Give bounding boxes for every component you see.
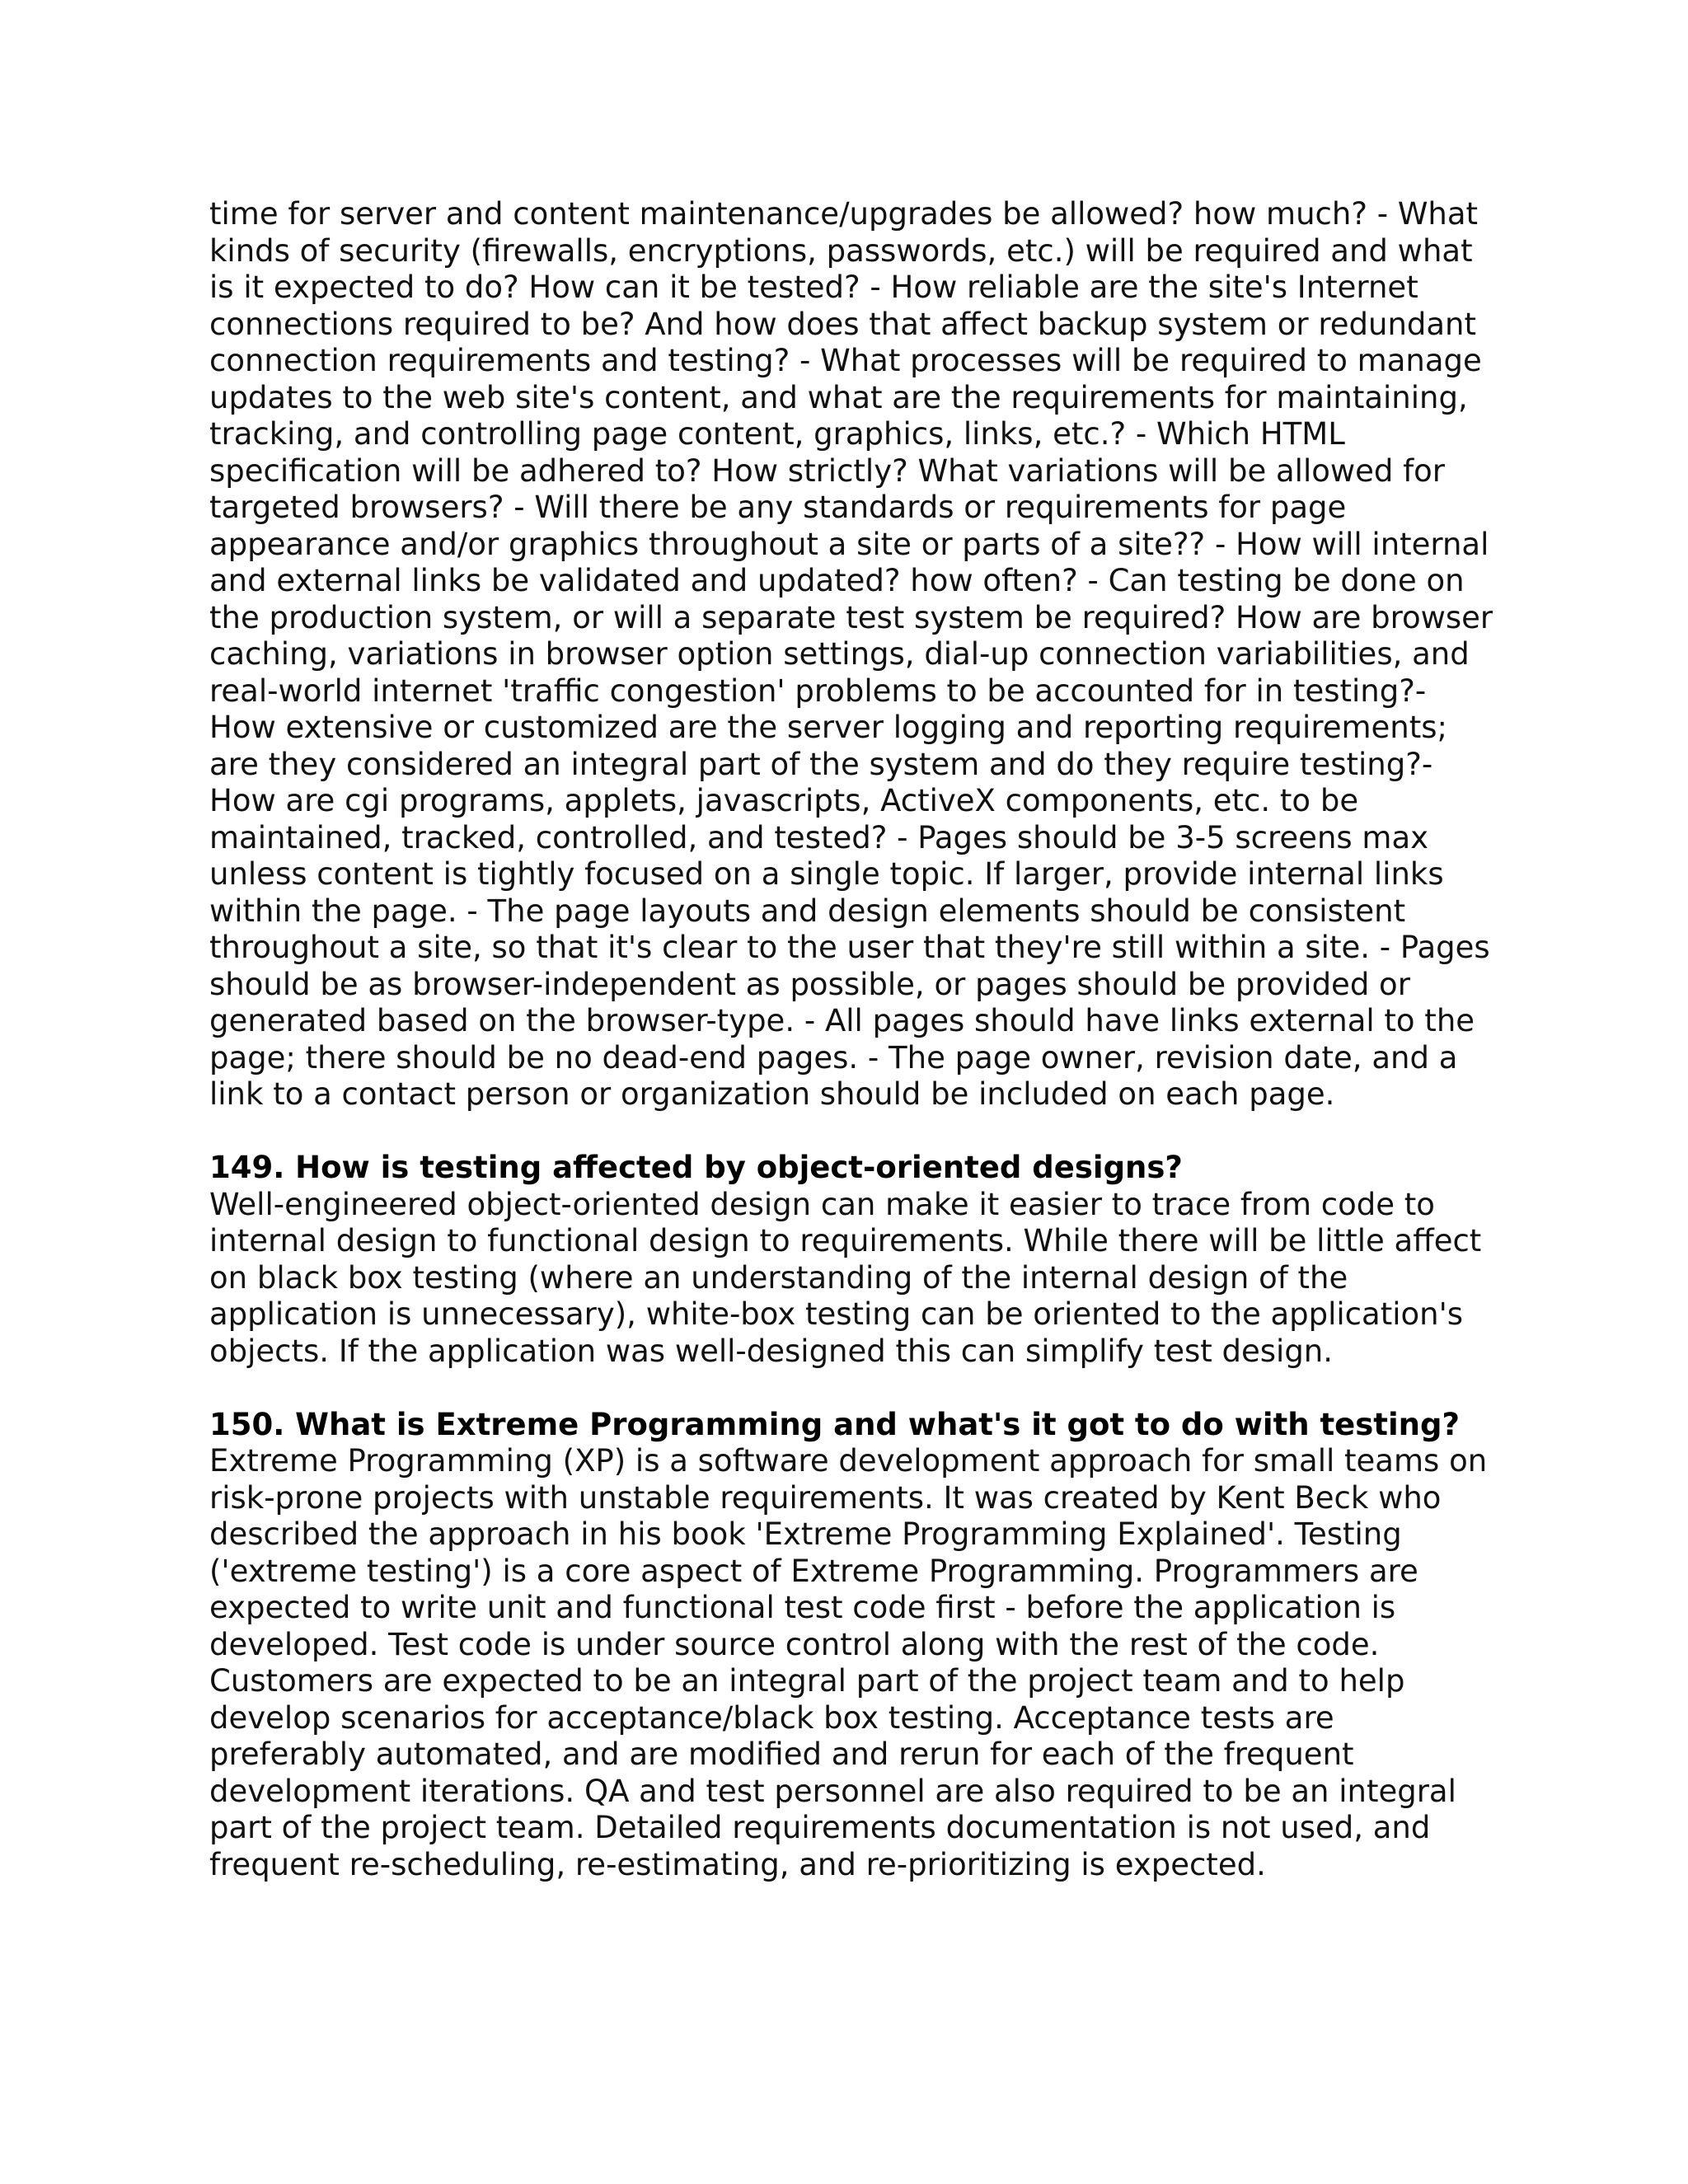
question-150-answer: Extreme Programming (XP) is a software development approach for small teams on risk-prone projects with unstable requirements. It was created by Kent Beck who described the approach in his book 'Extreme Programming Explained'. Testing ('extreme testing') is a core aspect of Extreme Programming. Programmers are expected to write unit and functional test code first - before the application is developed. Test code is under source control along with the rest of the code. Customers are expected to be an integral part of the project team and to help develop scenarios for acceptance/black box testing. Acceptance tests are preferably automated, and are modified and rerun for each of the frequent development iterations. QA and test personnel are also required to be an integral part of the project team. Detailed requirements documentation is not used, and frequent re-scheduling, re-estimating, and re-prioritizing is expected. — [209, 1443, 1488, 1882]
question-150-heading: 150. What is Extreme Programming and what's it got to do with testing? — [209, 1406, 1460, 1442]
question-149-heading: 149. How is testing affected by object-oriented designs? — [209, 1150, 1183, 1185]
paragraph-spacer — [209, 1370, 1495, 1407]
question-149-answer: Well-engineered object-oriented design can make it easier to trace from code to internal design to functional design to requirements. While there will be little affect on black box testing (where an understanding of the internal design of the application is unnecessary), white-box testing can be oriented to the application's objects. If the application was well-designed this can simplify test design. — [209, 1186, 1482, 1369]
continuation-paragraph: time for server and content maintenance/upgrades be allowed? how much? - What kinds of security (firewalls, encryptions, passwords, etc.) will be required and what is it expected to do? How can it be tested? - How reliable are the site's Internet connections required to be? And how does that affect backup system or redundant connection requirements and testing? - What processes will be required to manage updates to the web site's content, and what are the requirements for maintaining, tracking, and controlling page content, graphics, links, etc.? - Which HTML specification will be adhered to? How strictly? What variations will be allowed for targeted browsers? - Will there be any standards or requirements for page appearance and/or graphics throughout a site or parts of a site?? - How will internal and external links be validated and updated? how often? - Can testing be done on the production system, or will a separate test system be required? How are browser caching, variations in browser option settings, dial-up connection variabilities, and real-world internet 'traffic congestion' problems to be accounted for in testing?- How extensive or customized are the server logging and reporting requirements; are they considered an integral part of the system and do they require testing?- How are cgi programs, applets, javascripts, ActiveX components, etc. to be maintained, tracked, controlled, and tested? - Pages should be 3-5 screens max unless content is tightly focused on a single topic. If larger, provide internal links within the page. - The page layouts and design elements should be consistent throughout a site, so that it's clear to the user that they're still within a site. - Pages should be as browser-independent as possible, or pages should be provided or generated based on the browser-type. - All pages should have links external to the page; there should be no dead-end pages. - The page owner, revision date, and a link to a contact person or organization should be included on each page. — [209, 196, 1493, 1112]
document-page — [209, 196, 1495, 1883]
paragraph-spacer — [209, 1113, 1495, 1151]
